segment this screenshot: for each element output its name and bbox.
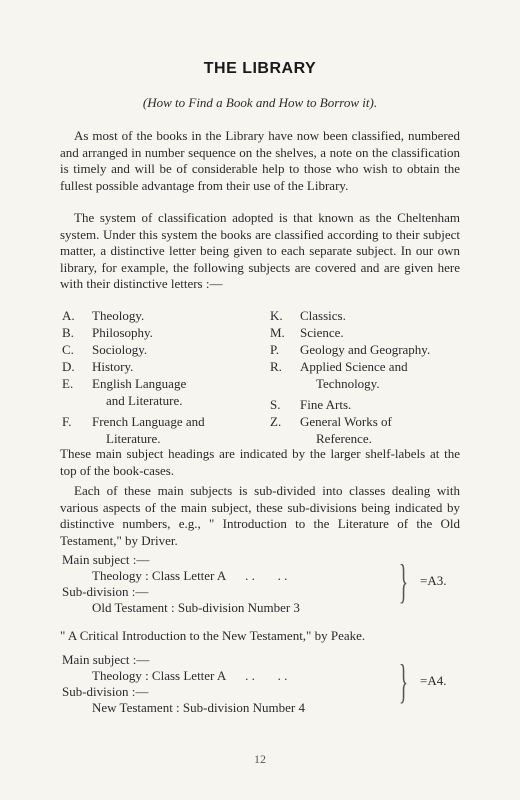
subject-name: Geology and Geography.	[300, 342, 431, 357]
subject-name: Science.	[300, 325, 344, 340]
subject-item	[270, 396, 351, 413]
subject-name: Applied Science and	[300, 359, 408, 374]
subject-name: English Language	[92, 376, 187, 391]
subject-letter: M.	[270, 325, 285, 340]
subject-letter: F.	[62, 414, 72, 429]
subject-item	[62, 307, 144, 324]
subject-letter: S.	[270, 397, 281, 412]
subject-name-continued: Reference.	[316, 431, 372, 446]
subject-item	[270, 324, 344, 341]
subject-item	[62, 413, 205, 430]
subject-name-continued: and Literature.	[106, 393, 183, 408]
subject-name: History.	[92, 359, 134, 374]
subject-item	[62, 324, 153, 341]
subject-name-continued: Technology.	[316, 376, 380, 391]
subject-item	[270, 341, 430, 358]
paragraph-subdivisions: Each of these main subjects is sub-divided into classes dealing with various aspects of the main subject, these sub-divisions being indicated by distinctive numbers, e.g., " Introduction to the Literature of the Old Testament," by Driver.	[60, 483, 460, 548]
subject-letter: A.	[62, 308, 75, 323]
paragraph-system: The system of classification adopted is that known as the Cheltenham system. Under this system the books are classified according to their subject matter, a distinctive letter being given to each separate subject. In our own library, for example, the following subjects are covered and are given here with their distinctive letters :—	[60, 210, 460, 291]
example-title: " A Critical Introduction to the New Testament," by Peake.	[60, 628, 366, 643]
subject-letter: D.	[62, 359, 75, 374]
subject-item	[62, 341, 147, 358]
subject-name: Fine Arts.	[300, 397, 352, 412]
subject-name: Theology.	[92, 308, 145, 323]
right-brace: }	[398, 555, 409, 608]
subject-letter: C.	[62, 342, 74, 357]
paragraph-shelf-labels: These main subject headings are indicated by the larger shelf-labels at the top of the book-cases.	[60, 446, 460, 478]
subject-letter: K.	[270, 308, 283, 323]
classification-result: =A4.	[420, 673, 447, 688]
subject-letter: E.	[62, 376, 74, 391]
main-subject-value: Theology : Class Letter A . . . .	[92, 668, 288, 683]
subject-letter: R.	[270, 359, 282, 374]
subject-item	[62, 358, 133, 375]
subject-item	[62, 375, 186, 392]
page-number: 12	[254, 752, 266, 766]
sub-division-label: Sub-division :—	[62, 584, 149, 599]
subject-letter: B.	[62, 325, 74, 340]
subject-letter: P.	[270, 342, 280, 357]
main-subject-value: Theology : Class Letter A . . . .	[92, 568, 288, 583]
subject-name-continued: Literature.	[106, 431, 161, 446]
subject-item	[270, 358, 408, 375]
sub-division-label: Sub-division :—	[62, 684, 149, 699]
sub-division-value: Old Testament : Sub-division Number 3	[92, 600, 300, 615]
right-brace: }	[398, 655, 409, 708]
classification-result: =A3.	[420, 573, 447, 588]
sub-division-value: New Testament : Sub-division Number 4	[92, 700, 305, 715]
main-subject-label: Main subject :—	[62, 652, 150, 667]
subject-name: French Language and	[92, 414, 205, 429]
subject-name: Sociology.	[92, 342, 148, 357]
subject-item	[270, 413, 392, 430]
subject-name: General Works of	[300, 414, 392, 429]
subject-name: Classics.	[300, 308, 346, 323]
page-subtitle: (How to Find a Book and How to Borrow it).	[142, 95, 378, 110]
page-title: THE LIBRARY	[203, 60, 317, 77]
subject-letter: Z.	[270, 414, 282, 429]
subject-item	[270, 307, 346, 324]
paragraph-intro: As most of the books in the Library have now been classified, numbered and arranged in number sequence on the shelves, a note on the classification is timely and will be of considerable help to those who wish to obtain the fullest possible advantage from their use of the Library.	[60, 128, 460, 193]
subject-name: Philosophy.	[92, 325, 153, 340]
main-subject-label: Main subject :—	[62, 552, 150, 567]
